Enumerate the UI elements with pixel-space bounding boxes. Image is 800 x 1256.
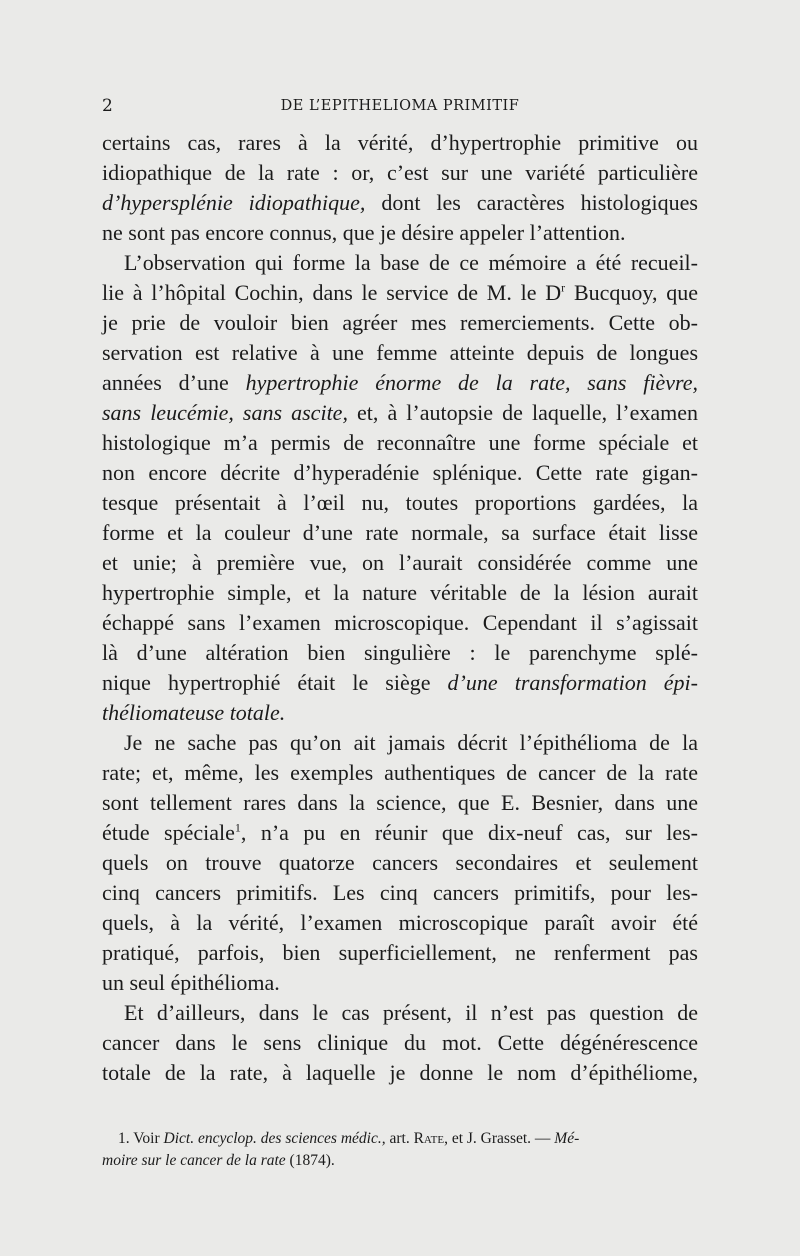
text-line: cinq cancers primitifs. Les cinq cancers primitifs, pour les-: [102, 880, 698, 905]
text-line: étude spéciale$^1$, n’a pu en réunir que dix-neuf cas, sur les-: [102, 820, 698, 845]
text-line: non encore décrite d’hyperadénie splénique. Cette rate gigan-: [102, 460, 698, 485]
text-line: quels, à la vérité, l’examen microscopique paraît avoir été: [102, 910, 698, 935]
footnote-line: moire sur le cancer de la rate (1874).: [102, 1152, 335, 1169]
text-line: sans leucémie, sans ascite, et, à l’autopsie de laquelle, l’examen: [102, 400, 699, 425]
text-line: et unie; à première vue, on l’aurait considérée comme une: [102, 550, 698, 575]
text-line: pratiqué, parfois, bien superficiellement, ne renferment pas: [102, 940, 698, 965]
text-line: Et d’ailleurs, dans le cas présent, il n’est pas question de: [124, 1000, 698, 1025]
text-line: tesque présentait à l’œil nu, toutes proportions gardées, la: [102, 490, 698, 515]
body-text: [102, 128, 698, 1088]
text-line: échappé sans l’examen microscopique. Cependant il s’agissait: [102, 610, 698, 635]
page-number: 2: [102, 96, 113, 116]
text-line: L’observation qui forme la base de ce mémoire a été recueil-: [124, 250, 698, 275]
text-line: Je ne sache pas qu’on ait jamais décrit l’épithélioma de la: [124, 730, 698, 755]
text-line: ne sont pas encore connus, que je désire appeler l’attention.: [102, 220, 626, 245]
text-line: un seul épithélioma.: [102, 970, 280, 995]
footnote-line: 1. Voir Dict. encyclop. des sciences médic., art. Rate, et J. Grasset. — Mé-: [118, 1130, 580, 1147]
text-line: servation est relative à une femme atteinte depuis de longues: [102, 340, 698, 365]
text-line: hypertrophie simple, et la nature véritable de la lésion aurait: [102, 580, 698, 605]
text-line: nique hypertrophié était le siège d’une transformation épi-: [102, 670, 698, 695]
text-line: théliomateuse totale.: [102, 700, 286, 725]
text-line: quels on trouve quatorze cancers secondaires et seulement: [102, 850, 698, 875]
text-line: lie à l’hôpital Cochin, dans le service de M. le $D^r$ Bucquoy, que: [102, 280, 698, 305]
page-header: [102, 96, 698, 120]
text-line: rate; et, même, les exemples authentiques de cancer de la rate: [102, 760, 698, 785]
text-line: forme et la couleur d’une rate normale, sa surface était lisse: [102, 520, 698, 545]
text-line: certains cas, rares à la vérité, d’hypertrophie primitive ou: [102, 130, 698, 155]
text-line: totale de la rate, à laquelle je donne le nom d’épithéliome,: [102, 1060, 698, 1085]
text-line: d’hypersplénie idiopathique, dont les caractères histologiques: [102, 190, 698, 215]
text-line: histologique m’a permis de reconnaître une forme spéciale et: [102, 430, 698, 455]
running-title: DE L’EPITHELIOMA PRIMITIF: [280, 98, 520, 114]
text-line: cancer dans le sens clinique du mot. Cette dégénérescence: [102, 1030, 698, 1055]
footnote: [102, 1128, 698, 1172]
text-line: je prie de vouloir bien agréer mes remerciements. Cette ob-: [102, 310, 698, 335]
text-line: années d’une hypertrophie énorme de la rate, sans fièvre,: [102, 370, 698, 395]
text-line: sont tellement rares dans la science, que E. Besnier, dans une: [102, 790, 698, 815]
text-line: là d’une altération bien singulière : le parenchyme splé-: [102, 640, 698, 665]
text-line: idiopathique de la rate : or, c’est sur une variété particulière: [102, 160, 698, 185]
